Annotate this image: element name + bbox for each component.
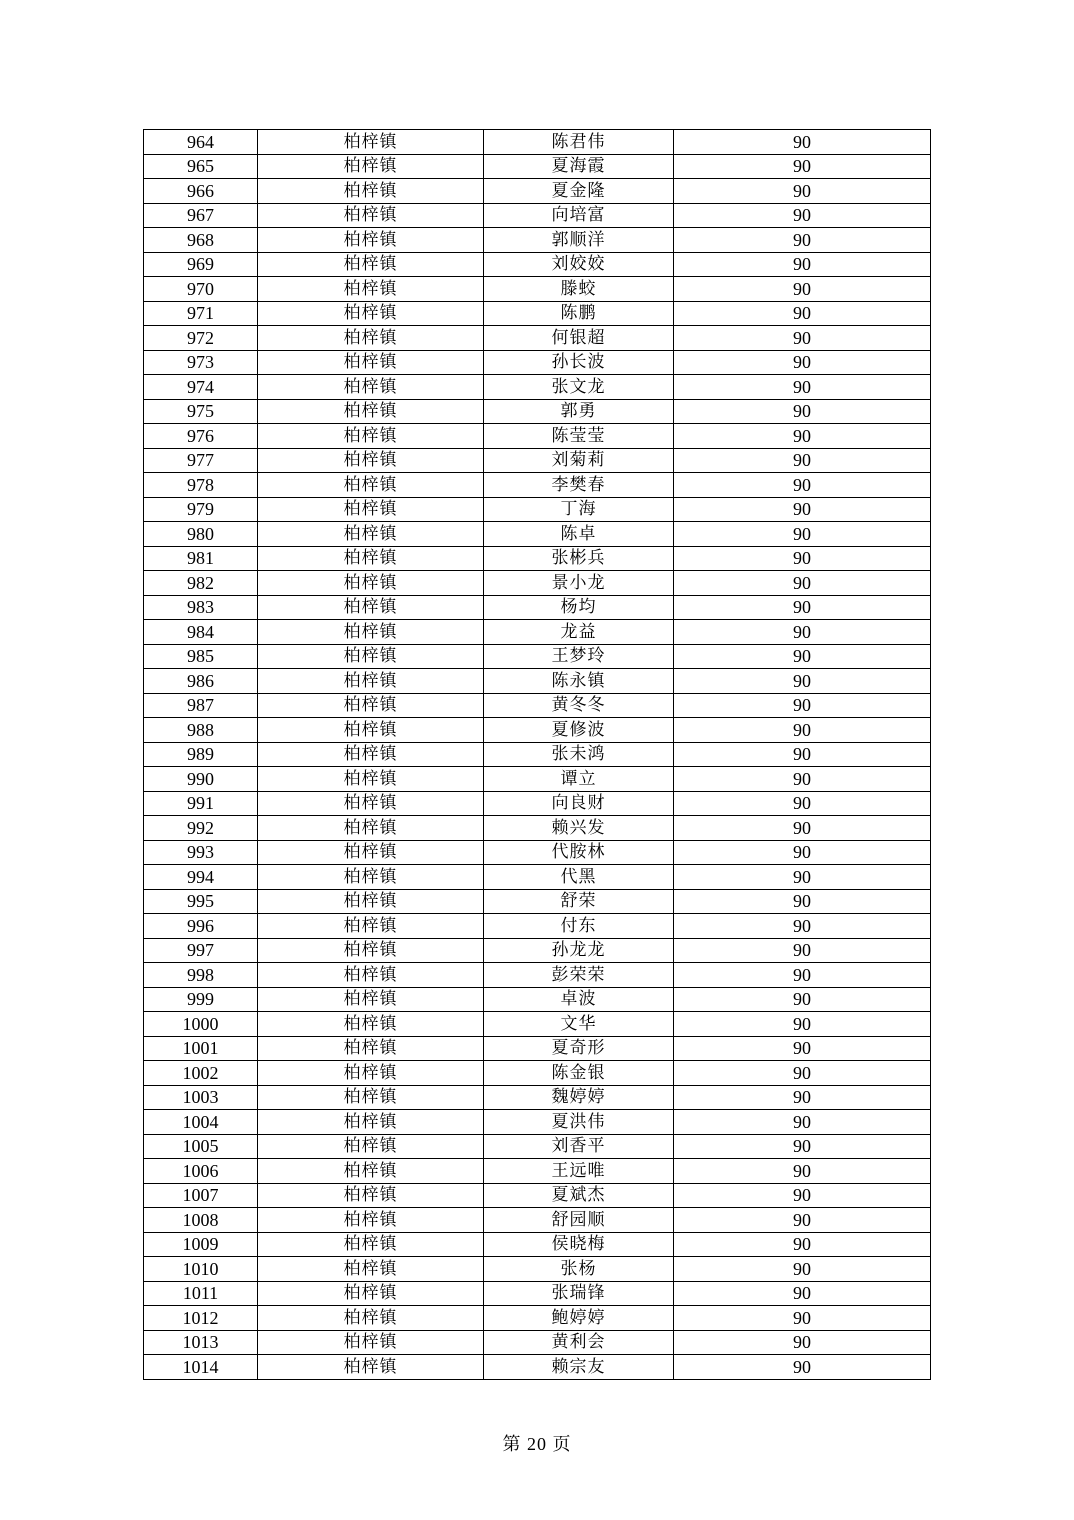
table-row (144, 1183, 931, 1208)
town-cell: 柏梓镇 (258, 1306, 484, 1331)
town-cell: 柏梓镇 (258, 1061, 484, 1086)
score-cell: 90 (674, 840, 931, 865)
score-cell: 90 (674, 938, 931, 963)
person-name-cell: 魏婷婷 (484, 1085, 674, 1110)
table-row (144, 252, 931, 277)
row-number-cell: 975 (144, 399, 258, 424)
table-row (144, 1110, 931, 1135)
row-number-cell: 976 (144, 424, 258, 449)
score-cell: 90 (674, 914, 931, 939)
row-number-cell: 985 (144, 644, 258, 669)
table-row (144, 1257, 931, 1282)
person-name-cell: 卓波 (484, 987, 674, 1012)
score-cell: 90 (674, 1208, 931, 1233)
table-row (144, 350, 931, 375)
row-number-cell: 1013 (144, 1330, 258, 1355)
town-cell: 柏梓镇 (258, 130, 484, 155)
score-cell: 90 (674, 889, 931, 914)
person-name-cell: 夏金隆 (484, 179, 674, 204)
score-cell: 90 (674, 1012, 931, 1037)
person-name-cell: 陈莹莹 (484, 424, 674, 449)
person-name-cell: 代黑 (484, 865, 674, 890)
person-name-cell: 王梦玲 (484, 644, 674, 669)
score-cell: 90 (674, 1183, 931, 1208)
table-row (144, 301, 931, 326)
town-cell: 柏梓镇 (258, 767, 484, 792)
row-number-cell: 970 (144, 277, 258, 302)
row-number-cell: 992 (144, 816, 258, 841)
person-name-cell: 舒园顺 (484, 1208, 674, 1233)
table-row (144, 375, 931, 400)
score-cell: 90 (674, 399, 931, 424)
town-cell: 柏梓镇 (258, 963, 484, 988)
person-name-cell: 彭荣荣 (484, 963, 674, 988)
person-name-cell: 张未鸿 (484, 742, 674, 767)
row-number-cell: 996 (144, 914, 258, 939)
person-name-cell: 文华 (484, 1012, 674, 1037)
person-name-cell: 丁海 (484, 497, 674, 522)
score-cell: 90 (674, 424, 931, 449)
table-row (144, 1061, 931, 1086)
roster-table-body (144, 130, 931, 1380)
score-cell: 90 (674, 1232, 931, 1257)
score-cell: 90 (674, 203, 931, 228)
town-cell: 柏梓镇 (258, 1085, 484, 1110)
table-row (144, 865, 931, 890)
person-name-cell: 陈鹏 (484, 301, 674, 326)
person-name-cell: 黄利会 (484, 1330, 674, 1355)
row-number-cell: 990 (144, 767, 258, 792)
table-row (144, 522, 931, 547)
score-cell: 90 (674, 522, 931, 547)
table-row (144, 1012, 931, 1037)
table-row (144, 1134, 931, 1159)
person-name-cell: 张瑞锋 (484, 1281, 674, 1306)
score-cell: 90 (674, 1159, 931, 1184)
row-number-cell: 1004 (144, 1110, 258, 1135)
row-number-cell: 971 (144, 301, 258, 326)
row-number-cell: 995 (144, 889, 258, 914)
person-name-cell: 王远唯 (484, 1159, 674, 1184)
person-name-cell: 代胺林 (484, 840, 674, 865)
score-cell: 90 (674, 301, 931, 326)
score-cell: 90 (674, 718, 931, 743)
row-number-cell: 981 (144, 546, 258, 571)
score-cell: 90 (674, 791, 931, 816)
row-number-cell: 1011 (144, 1281, 258, 1306)
town-cell: 柏梓镇 (258, 448, 484, 473)
table-row (144, 595, 931, 620)
table-row (144, 546, 931, 571)
row-number-cell: 993 (144, 840, 258, 865)
table-row (144, 473, 931, 498)
score-cell: 90 (674, 1355, 931, 1380)
row-number-cell: 980 (144, 522, 258, 547)
person-name-cell: 滕蛟 (484, 277, 674, 302)
table-row (144, 399, 931, 424)
town-cell: 柏梓镇 (258, 889, 484, 914)
table-row (144, 938, 931, 963)
person-name-cell: 景小龙 (484, 571, 674, 596)
person-name-cell: 向培富 (484, 203, 674, 228)
row-number-cell: 1008 (144, 1208, 258, 1233)
town-cell: 柏梓镇 (258, 1281, 484, 1306)
score-cell: 90 (674, 742, 931, 767)
person-name-cell: 孙龙龙 (484, 938, 674, 963)
row-number-cell: 986 (144, 669, 258, 694)
town-cell: 柏梓镇 (258, 1110, 484, 1135)
row-number-cell: 1003 (144, 1085, 258, 1110)
town-cell: 柏梓镇 (258, 742, 484, 767)
town-cell: 柏梓镇 (258, 620, 484, 645)
score-cell: 90 (674, 154, 931, 179)
row-number-cell: 988 (144, 718, 258, 743)
table-row (144, 963, 931, 988)
score-cell: 90 (674, 448, 931, 473)
person-name-cell: 夏斌杰 (484, 1183, 674, 1208)
town-cell: 柏梓镇 (258, 424, 484, 449)
town-cell: 柏梓镇 (258, 301, 484, 326)
town-cell: 柏梓镇 (258, 326, 484, 351)
town-cell: 柏梓镇 (258, 1330, 484, 1355)
row-number-cell: 1005 (144, 1134, 258, 1159)
row-number-cell: 966 (144, 179, 258, 204)
row-number-cell: 983 (144, 595, 258, 620)
score-cell: 90 (674, 277, 931, 302)
town-cell: 柏梓镇 (258, 1257, 484, 1282)
table-row (144, 1355, 931, 1380)
person-name-cell: 黄冬冬 (484, 693, 674, 718)
person-name-cell: 孙长波 (484, 350, 674, 375)
row-number-cell: 1007 (144, 1183, 258, 1208)
person-name-cell: 刘姣姣 (484, 252, 674, 277)
table-row (144, 840, 931, 865)
town-cell: 柏梓镇 (258, 228, 484, 253)
score-cell: 90 (674, 767, 931, 792)
score-cell: 90 (674, 1306, 931, 1331)
town-cell: 柏梓镇 (258, 693, 484, 718)
table-row (144, 1036, 931, 1061)
row-number-cell: 999 (144, 987, 258, 1012)
score-cell: 90 (674, 179, 931, 204)
score-cell: 90 (674, 620, 931, 645)
score-cell: 90 (674, 252, 931, 277)
score-cell: 90 (674, 130, 931, 155)
row-number-cell: 1010 (144, 1257, 258, 1282)
person-name-cell: 鲍婷婷 (484, 1306, 674, 1331)
person-name-cell: 付东 (484, 914, 674, 939)
score-cell: 90 (674, 1061, 931, 1086)
table-row (144, 1232, 931, 1257)
table-row (144, 889, 931, 914)
person-name-cell: 赖兴发 (484, 816, 674, 841)
town-cell: 柏梓镇 (258, 497, 484, 522)
person-name-cell: 夏洪伟 (484, 1110, 674, 1135)
table-row (144, 1208, 931, 1233)
table-row (144, 718, 931, 743)
roster-table (143, 129, 931, 1380)
person-name-cell: 舒荣 (484, 889, 674, 914)
town-cell: 柏梓镇 (258, 718, 484, 743)
row-number-cell: 967 (144, 203, 258, 228)
person-name-cell: 夏修波 (484, 718, 674, 743)
person-name-cell: 张杨 (484, 1257, 674, 1282)
row-number-cell: 1000 (144, 1012, 258, 1037)
person-name-cell: 郭勇 (484, 399, 674, 424)
town-cell: 柏梓镇 (258, 203, 484, 228)
table-row (144, 154, 931, 179)
row-number-cell: 1006 (144, 1159, 258, 1184)
town-cell: 柏梓镇 (258, 154, 484, 179)
town-cell: 柏梓镇 (258, 1208, 484, 1233)
row-number-cell: 1001 (144, 1036, 258, 1061)
score-cell: 90 (674, 326, 931, 351)
score-cell: 90 (674, 816, 931, 841)
town-cell: 柏梓镇 (258, 914, 484, 939)
table-row (144, 497, 931, 522)
person-name-cell: 夏海霞 (484, 154, 674, 179)
score-cell: 90 (674, 1110, 931, 1135)
table-row (144, 277, 931, 302)
town-cell: 柏梓镇 (258, 595, 484, 620)
person-name-cell: 张彬兵 (484, 546, 674, 571)
person-name-cell: 杨均 (484, 595, 674, 620)
town-cell: 柏梓镇 (258, 277, 484, 302)
table-row (144, 424, 931, 449)
town-cell: 柏梓镇 (258, 791, 484, 816)
person-name-cell: 谭立 (484, 767, 674, 792)
person-name-cell: 刘菊莉 (484, 448, 674, 473)
row-number-cell: 997 (144, 938, 258, 963)
score-cell: 90 (674, 497, 931, 522)
score-cell: 90 (674, 1330, 931, 1355)
table-row (144, 448, 931, 473)
person-name-cell: 何银超 (484, 326, 674, 351)
town-cell: 柏梓镇 (258, 252, 484, 277)
table-row (144, 1085, 931, 1110)
town-cell: 柏梓镇 (258, 644, 484, 669)
score-cell: 90 (674, 1085, 931, 1110)
score-cell: 90 (674, 1036, 931, 1061)
score-cell: 90 (674, 595, 931, 620)
person-name-cell: 陈永镇 (484, 669, 674, 694)
row-number-cell: 994 (144, 865, 258, 890)
score-cell: 90 (674, 1134, 931, 1159)
person-name-cell: 李樊春 (484, 473, 674, 498)
town-cell: 柏梓镇 (258, 1012, 484, 1037)
score-cell: 90 (674, 669, 931, 694)
person-name-cell: 陈金银 (484, 1061, 674, 1086)
score-cell: 90 (674, 350, 931, 375)
row-number-cell: 964 (144, 130, 258, 155)
table-row (144, 228, 931, 253)
score-cell: 90 (674, 987, 931, 1012)
row-number-cell: 1012 (144, 1306, 258, 1331)
town-cell: 柏梓镇 (258, 1232, 484, 1257)
town-cell: 柏梓镇 (258, 1036, 484, 1061)
town-cell: 柏梓镇 (258, 1355, 484, 1380)
table-row (144, 693, 931, 718)
table-row (144, 203, 931, 228)
score-cell: 90 (674, 228, 931, 253)
town-cell: 柏梓镇 (258, 571, 484, 596)
row-number-cell: 982 (144, 571, 258, 596)
row-number-cell: 969 (144, 252, 258, 277)
town-cell: 柏梓镇 (258, 546, 484, 571)
town-cell: 柏梓镇 (258, 375, 484, 400)
score-cell: 90 (674, 865, 931, 890)
table-row (144, 816, 931, 841)
row-number-cell: 1014 (144, 1355, 258, 1380)
row-number-cell: 998 (144, 963, 258, 988)
town-cell: 柏梓镇 (258, 1159, 484, 1184)
person-name-cell: 龙益 (484, 620, 674, 645)
table-row (144, 742, 931, 767)
person-name-cell: 陈卓 (484, 522, 674, 547)
town-cell: 柏梓镇 (258, 669, 484, 694)
person-name-cell: 陈君伟 (484, 130, 674, 155)
row-number-cell: 987 (144, 693, 258, 718)
town-cell: 柏梓镇 (258, 987, 484, 1012)
table-row (144, 767, 931, 792)
person-name-cell: 赖宗友 (484, 1355, 674, 1380)
score-cell: 90 (674, 546, 931, 571)
table-row (144, 571, 931, 596)
row-number-cell: 1002 (144, 1061, 258, 1086)
table-row (144, 644, 931, 669)
row-number-cell: 965 (144, 154, 258, 179)
score-cell: 90 (674, 375, 931, 400)
row-number-cell: 989 (144, 742, 258, 767)
town-cell: 柏梓镇 (258, 865, 484, 890)
town-cell: 柏梓镇 (258, 1134, 484, 1159)
score-cell: 90 (674, 473, 931, 498)
town-cell: 柏梓镇 (258, 938, 484, 963)
person-name-cell: 郭顺洋 (484, 228, 674, 253)
score-cell: 90 (674, 693, 931, 718)
row-number-cell: 991 (144, 791, 258, 816)
table-row (144, 669, 931, 694)
town-cell: 柏梓镇 (258, 399, 484, 424)
row-number-cell: 977 (144, 448, 258, 473)
table-row (144, 1330, 931, 1355)
score-cell: 90 (674, 1281, 931, 1306)
person-name-cell: 夏奇形 (484, 1036, 674, 1061)
row-number-cell: 1009 (144, 1232, 258, 1257)
score-cell: 90 (674, 963, 931, 988)
town-cell: 柏梓镇 (258, 816, 484, 841)
person-name-cell: 侯晓梅 (484, 1232, 674, 1257)
town-cell: 柏梓镇 (258, 473, 484, 498)
town-cell: 柏梓镇 (258, 179, 484, 204)
table-row (144, 1159, 931, 1184)
page-number: 第 20 页 (502, 1434, 572, 1454)
row-number-cell: 973 (144, 350, 258, 375)
town-cell: 柏梓镇 (258, 1183, 484, 1208)
table-row (144, 620, 931, 645)
table-row (144, 130, 931, 155)
table-row (144, 791, 931, 816)
row-number-cell: 968 (144, 228, 258, 253)
person-name-cell: 刘香平 (484, 1134, 674, 1159)
table-row (144, 326, 931, 351)
person-name-cell: 张文龙 (484, 375, 674, 400)
table-row (144, 1306, 931, 1331)
score-cell: 90 (674, 644, 931, 669)
row-number-cell: 972 (144, 326, 258, 351)
town-cell: 柏梓镇 (258, 840, 484, 865)
score-cell: 90 (674, 571, 931, 596)
score-cell: 90 (674, 1257, 931, 1282)
row-number-cell: 979 (144, 497, 258, 522)
row-number-cell: 984 (144, 620, 258, 645)
row-number-cell: 978 (144, 473, 258, 498)
row-number-cell: 974 (144, 375, 258, 400)
town-cell: 柏梓镇 (258, 350, 484, 375)
table-row (144, 987, 931, 1012)
person-name-cell: 向良财 (484, 791, 674, 816)
table-row (144, 179, 931, 204)
town-cell: 柏梓镇 (258, 522, 484, 547)
table-row (144, 914, 931, 939)
table-row (144, 1281, 931, 1306)
